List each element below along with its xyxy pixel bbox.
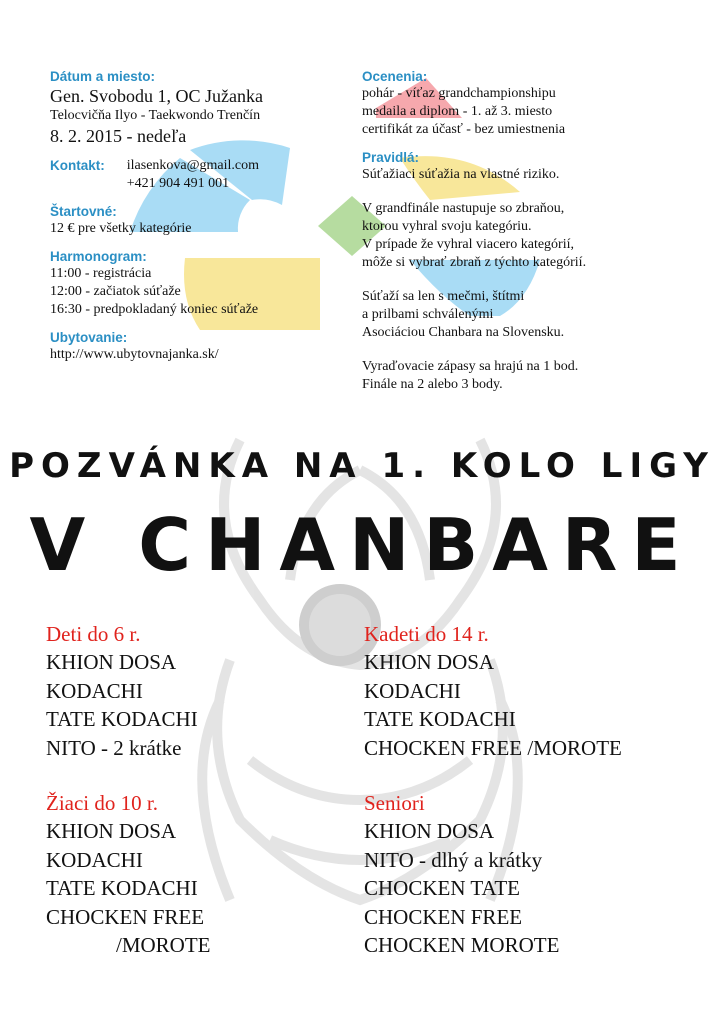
rule-line: ktorou vyhral svoju kategóriu. [362,219,532,234]
contact-phone[interactable]: +421 904 491 001 [126,176,230,191]
date-place-section [50,68,350,147]
fee-value: 12 € pre všetky kategórie [50,221,192,236]
info-column [50,68,350,374]
category-title: Seniori [364,791,425,815]
rule-line: a prilbami schválenými [362,307,494,322]
category-item: /MOROTE [116,933,211,957]
rule-line: Asociáciou Chanbara na Slovensku. [362,325,565,340]
contact-label: Kontakt: [50,158,105,173]
rule-line: môže si vybrať zbraň z týchto kategórií. [362,255,587,270]
category-title: Kadeti do 14 r. [364,622,489,646]
fee-section [50,203,350,238]
award-item: medaila a diplom - 1. až 3. miesto [362,104,553,119]
rules-label: Pravidlá: [362,150,420,165]
contact-section [50,157,350,193]
fee-label: Štartovné: [50,204,117,219]
rule-line: V prípade že vyhral viacero kategórií, [362,237,574,252]
category-item: KHION DOSA [46,819,177,843]
schedule-section [50,248,350,319]
category-deti [46,620,198,762]
contact-email[interactable]: ilasenkova@gmail.com [126,158,259,173]
category-item: NITO - dlhý a krátky [364,847,543,872]
category-item: TATE KODACHI [46,707,198,731]
rule-line: Vyraďovacie zápasy sa hrajú na 1 bod. [362,359,579,374]
category-item: KHION DOSA [364,650,495,674]
category-item: KHION DOSA [364,819,495,843]
category-item: CHOCKEN TATE [364,876,521,900]
rules-section [362,149,692,394]
category-kadeti [364,620,622,762]
category-item: CHOCKEN MOROTE [364,933,560,957]
event-date: 8. 2. 2015 - nedeľa [50,126,187,146]
invitation-title: POZVÁNKA NA 1. KOLO LIGY [9,446,715,486]
category-item: TATE KODACHI [364,707,516,731]
category-title: Žiaci do 10 r. [46,791,158,815]
lodging-label: Ubytovanie: [50,330,128,345]
category-ziaci [46,789,211,960]
date-place-label: Dátum a miesto: [50,69,156,84]
schedule-label: Harmonogram: [50,249,147,264]
rule-line: Súťaží sa len s mečmi, štítmi [362,289,525,304]
schedule-item: 11:00 - registrácia [50,266,152,281]
category-item: CHOCKEN FREE [46,904,205,929]
rule-line: Súťažiaci súťažia na vlastné riziko. [362,167,560,182]
category-item: CHOCKEN FREE [364,904,523,929]
club: Telocvičňa Ilyo - Taekwondo Trenčín [50,108,261,123]
schedule-item: 16:30 - predpokladaný koniec súťaže [50,302,259,317]
category-seniori [364,789,559,960]
category-item: KODACHI [364,678,461,703]
category-title: Deti do 6 r. [46,622,141,646]
schedule-item: 12:00 - začiatok súťaže [50,284,181,299]
category-item: NITO - 2 krátke [46,735,182,760]
category-item: CHOCKEN FREE /MOROTE [364,735,622,760]
category-item: KODACHI [46,847,143,872]
category-item: KHION DOSA [46,650,177,674]
awards-section [362,68,692,139]
rule-line: Finále na 2 alebo 3 body. [362,377,503,392]
rule-line: V grandfinále nastupuje so zbraňou, [362,201,565,216]
category-item: KODACHI [46,678,143,703]
lodging-link[interactable]: http://www.ubytovnajanka.sk/ [50,347,219,362]
lodging-section [50,329,350,364]
category-item: TATE KODACHI [46,876,198,900]
main-title: V CHANBARE [29,503,695,587]
rules-column [362,68,692,404]
address: Gen. Svobodu 1, OC Južanka [50,86,263,106]
awards-label: Ocenenia: [362,69,428,84]
award-item: certifikát za účasť - bez umiestnenia [362,122,566,137]
award-item: pohár - víťaz grandchampionshipu [362,86,556,101]
